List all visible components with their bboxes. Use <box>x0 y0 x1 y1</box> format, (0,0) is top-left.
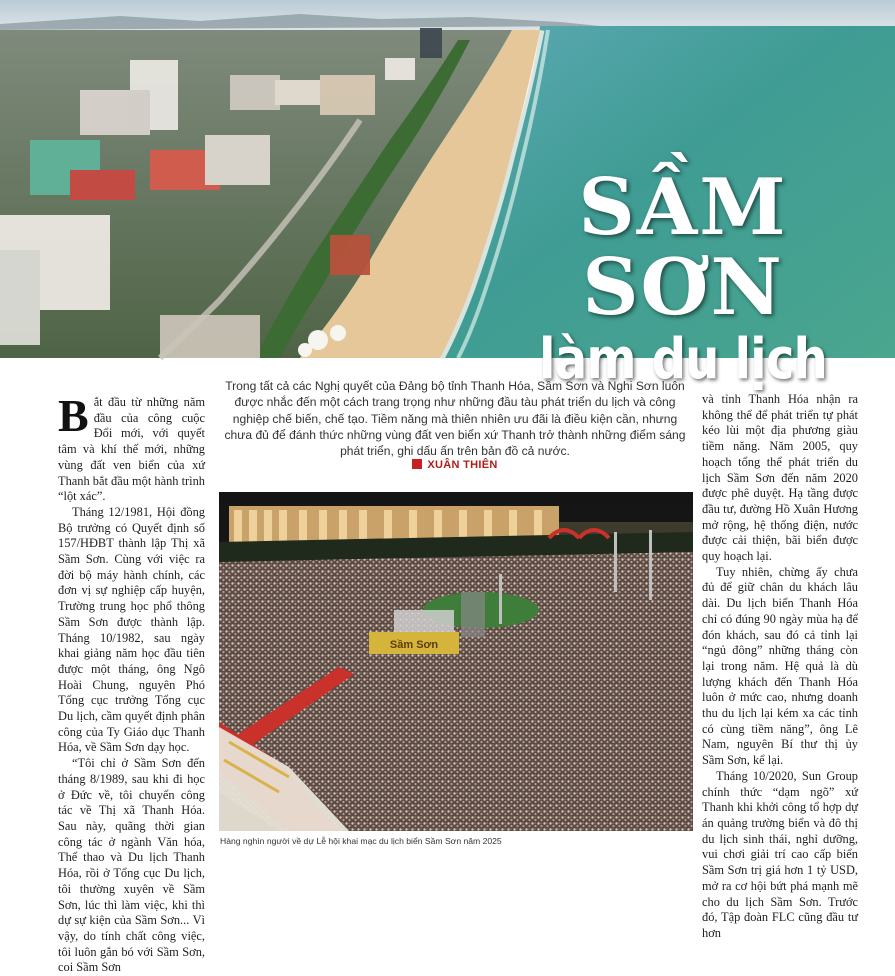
hero-aerial-photo <box>0 0 895 392</box>
author-name: XUÂN THIÊN <box>427 459 498 471</box>
paragraph: Tuy nhiên, chừng ấy chưa đủ để giữ chân du khách lâu dài. Du lịch biển Thanh Hóa chỉ có đúng 90 ngày mùa hạ để đón khách, sau đó cả tỉnh lại “ngủ đông” những tháng còn lại trong năm. Hệ quả là dù lượng khách đến Thanh Hóa luôn ở mức cao, nhưng doanh thu du lịch lại kém xa các tỉnh có cùng tiềm năng”, ông Lê Nam, nguyên Bí thư thị ủy Sầm Sơn, kể lại. <box>702 564 858 768</box>
byline <box>222 459 688 471</box>
headline <box>493 162 873 392</box>
paragraph-text: ắt đầu từ những năm đầu của công cuộc Đổi mới, với quyết tâm và khí thế mới, những vùng đất ven biển của xứ Thanh bắt đầu một hành trình “lột xác”. <box>58 395 205 504</box>
festival-photo <box>219 492 693 831</box>
photo-caption: Hàng nghìn người về dự Lễ hội khai mạc du lịch biển Sầm Sơn năm 2025 <box>220 836 502 846</box>
paragraph: và tỉnh Thanh Hóa nhận ra không thể để phát triển tự phát kéo lùi một địa phương giàu tiềm năng. Năm 2005, quy hoạch tổng thể phát triển du lịch Sầm Sơn đến năm 2020 được phê duyệt. Hạ tầng được đầu tư, đường Hồ Xuân Hương mở rộng, hệ thống điện, nước được cải thiện, bãi biển được quy hoạch lại. <box>702 392 858 564</box>
article-column-left <box>58 390 205 975</box>
drop-cap: B <box>58 390 89 441</box>
article-lead: Trong tất cả các Nghị quyết của Đảng bộ tỉnh Thanh Hóa, Sầm Sơn và Nghi Sơn luôn được nhắc đến một cách trang trọng như những đầu tàu phát triển du lịch và công nghiệp chế biến, chế tạo. Tiềm năng mà thiên nhiên ưu đãi là điều kiện cần, nhưng chưa đủ để đánh thức những vùng đất ven biển xứ Thanh trở thành những điểm sáng phát triển, ghi dấu ấn trên bản đồ cả nước. <box>224 379 686 459</box>
paragraph: Tháng 10/2020, Sun Group chính thức “dạm ngõ” xứ Thanh khi khởi công tổ hợp dự án quảng trường biển và đô thị du lịch sinh thái, nghỉ dưỡng, vui chơi giải trí cao cấp biển Sầm Sơn trị giá hơn 1 tỷ USD, mở ra cơ hội bứt phá mạnh mẽ cho du lịch Sầm Sơn. Trước đó, Tập đoàn FLC cũng đầu tư hơn <box>702 768 858 940</box>
festival-crowd-image <box>219 492 693 831</box>
article-column-right <box>702 392 858 940</box>
paragraph: Tháng 12/1981, Hội đồng Bộ trưởng có Quyết định số 157/HĐBT thành lập Thị xã Sầm Sơn. Cùng với việc ra đời bộ máy hành chính, các đơn vị sự nghiệp cấp huyện, Trường trung học phổ thông Sầm Sơn được thành lập. Tháng 10/1982, sau ngày khai giảng năm học đầu tiên được một tháng, ông Ngô Hoài Chung, nguyên Phó Tổng cục trưởng Tổng cục Du lịch, cầm quyết định phân công của Ty Giáo dục Thanh Hóa, về Sầm Sơn dạy học. <box>58 504 205 755</box>
paragraph: “Tôi chỉ ở Sầm Sơn đến tháng 8/1989, sau khi đi học ở Đức về, tôi chuyển công tác về Thị xã Thanh Hóa. Sau này, quãng thời gian công tác ở ngành Văn hóa, Thể thao và Du lịch Thanh Hóa, rồi ở Tổng cục Du lịch, tôi thường xuyên về Sầm Sơn, lúc thì làm việc, khi thì dự sự kiện của Sầm Sơn... Vì vậy, do tính chất công việc, tôi luôn gắn bó với Sầm Sơn, coi Sầm Sơn <box>58 756 205 975</box>
stage-sign: Sầm Sơn <box>389 639 439 651</box>
paragraph <box>58 390 205 505</box>
headline-line-2: làm du lịch <box>539 327 827 392</box>
byline-marker-icon <box>412 459 422 469</box>
headline-line-1: SẦM SƠN <box>578 162 788 333</box>
